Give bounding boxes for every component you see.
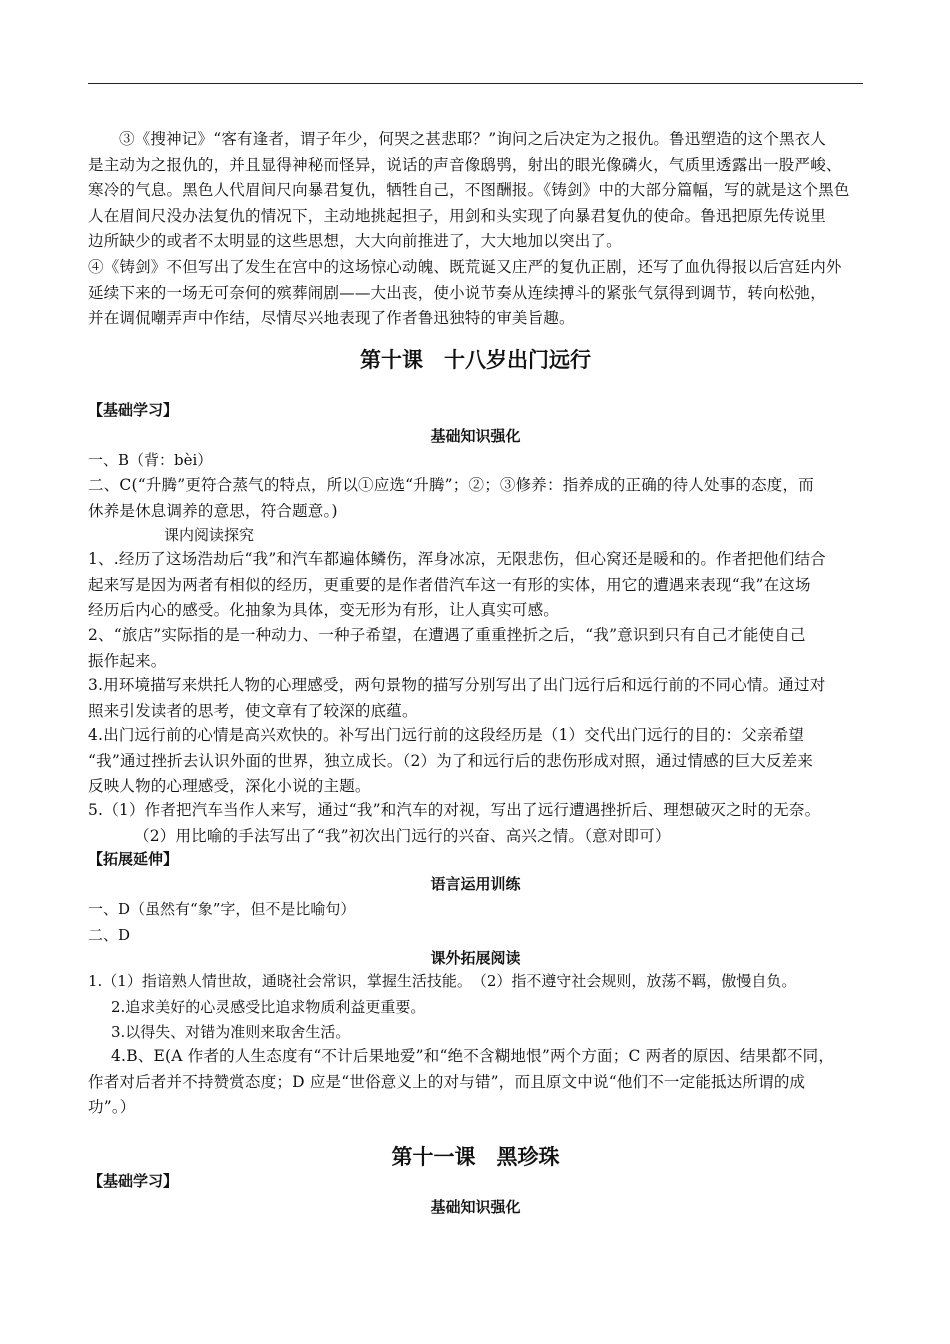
text-line: 3.用环境描写来烘托人物的心理感受，两句景物的描写分别写出了出门远行后和远行前的不同心情。通过对 [88, 676, 826, 694]
text-line: 照来引发读者的思考，使文章有了较深的底蕴。 [88, 701, 418, 720]
text-line: 振作起来。 [88, 651, 167, 670]
paragraph-3 [88, 127, 863, 255]
text-line: 5.（1）作者把汽车当作人来写，通过“我”和汽车的对视，写出了远行遭遇挫折后、理想破灭之时的无奈。 [88, 801, 821, 819]
text-line: 反映人物的心理感受，深化小说的主题。 [88, 777, 371, 796]
text-line: 人在眉间尺没办法复仇的情况下，主动地挑起担子，用剑和头实现了向暴君复仇的使命。鲁迅把原先传说里 [88, 206, 826, 225]
text-line: 二、C(“升腾”更符合蒸气的特点，所以①应选“升腾”；②；③修养：指养成的正确的待人处事的态度，而 [88, 476, 814, 494]
outside-answer-3: 3.以得失、对错为准则来取舍生活。 [111, 1023, 351, 1041]
text-line: 1、.经历了这场浩劫后“我”和汽车都遍体鳞伤，浑身冰凉，无限悲伤，但心窝还是暖和的。作者把他们结合 [88, 550, 826, 568]
text-line: 边所缺少的或者不太明显的这些思想，大大向前推进了，大大地加以突出了。 [88, 232, 622, 251]
outside-answer-4 [88, 1044, 863, 1121]
text-line: 起来写是因为两者有相似的经历，更重要的是作者借汽车这一有形的实体，用它的遭遇来表现“我”在这场 [88, 575, 811, 594]
text-line: 休养是休息调养的意思，符合题意。) [88, 501, 338, 520]
text-line: 4.出门远行前的心情是高兴欢快的。补写出门远行前的这段经历是（1）交代出门远行的目的：父亲希望 [88, 726, 805, 744]
text-line: 是主动为之报仇的，并且显得神秘而怪异，说话的声音像鸱鸮，射出的眼光像磷火，气质里透露出一股严峻、 [88, 155, 842, 174]
reading-subtitle: 课内阅读探究 [164, 526, 255, 544]
lesson11-title: 第十一课 黑珍珠 [391, 1145, 560, 1169]
text-line: “我”通过挫折去认识外面的世界，独立成长。（2）为了和远行后的悲伤形成对照，通过情感的巨大反差来 [88, 751, 814, 770]
outside-reading-subtitle: 课外拓展阅读 [430, 949, 521, 967]
lesson10-title: 第十课 十八岁出门远行 [360, 348, 591, 372]
text-line: 延续下来的一场无可奈何的殡葬闹剧——大出丧，使小说节奏从连续搏斗的紧张气氛得到调节，转向松弛， [88, 283, 826, 302]
reading-answer-2 [88, 623, 863, 674]
lesson10-basic-label: 【基础学习】 [88, 401, 179, 419]
reading-answer-1 [88, 547, 863, 624]
text-line: 作者对后者并不持赞赏态度；D 应是“世俗意义上的对与错”，而且原文中说“他们不一定能抵达所谓的成 [88, 1072, 806, 1091]
outside-answer-1: 1.（1）指谙熟人情世故，通晓社会常识，掌握生活技能。 （2）指不遵守社会规则，放荡不羁，傲慢自负。 [88, 972, 797, 990]
text-line: 并在调侃嘲弄声中作结，尽情尽兴地表现了作者鲁迅独特的审美旨趣。 [88, 309, 575, 328]
paragraph-4 [88, 255, 863, 332]
lesson10-basic-subtitle: 基础知识强化 [430, 427, 521, 445]
text-line: 功”。） [88, 1098, 136, 1117]
text-line: 经历后内心的感受。化抽象为具体，变无形为有形，让人真实可感。 [88, 601, 560, 620]
language-answer-2: 二、D [88, 926, 131, 944]
text-line: （2）用比喻的手法写出了“我”初次出门远行的兴奋、高兴之情。（意对即可） [134, 826, 671, 845]
reading-answer-5 [88, 798, 863, 849]
text-line: 2、“旅店”实际指的是一种动力、一种子希望，在遭遇了重重挫折之后，“我”意识到只有自己才能使自己 [88, 626, 806, 644]
reading-answer-4 [88, 723, 863, 800]
answer-2 [88, 473, 863, 524]
language-subtitle: 语言运用训练 [430, 875, 521, 893]
text-line: 4.B、E(A 作者的人生态度有“不计后果地爱”和“绝不含糊地恨”两个方面；C 两者的原因、结果都不同， [111, 1047, 835, 1065]
outside-answer-2: 2.追求美好的心灵感受比追求物质利益更重要。 [111, 998, 426, 1016]
language-answer-1: 一、D（虽然有“象”字，但不是比喻句） [88, 900, 356, 918]
text-line: ③《搜神记》“客有逢者，谓子年少，何哭之甚悲耶？”询问之后决定为之报仇。鲁迅塑造的这个黑衣人 [119, 130, 827, 148]
lesson11-basic-label: 【基础学习】 [88, 1172, 179, 1190]
text-line: ④《铸剑》不但写出了发生在宫中的这场惊心动魄、既荒诞又庄严的复仇正剧，还写了血仇得报以后宫廷内外 [88, 258, 842, 276]
lesson11-basic-subtitle: 基础知识强化 [430, 1198, 521, 1216]
lesson10-extension-label: 【拓展延伸】 [88, 850, 179, 868]
reading-answer-3 [88, 673, 863, 724]
answer-1: 一、B（背：bèi） [88, 451, 213, 469]
header-rule [88, 83, 863, 84]
text-line: 寒冷的气息。黑色人代眉间尺向暴君复仇，牺牲自己，不图酬报。《铸剑》中的大部分篇幅，写的就是这个黑色 [88, 181, 850, 200]
